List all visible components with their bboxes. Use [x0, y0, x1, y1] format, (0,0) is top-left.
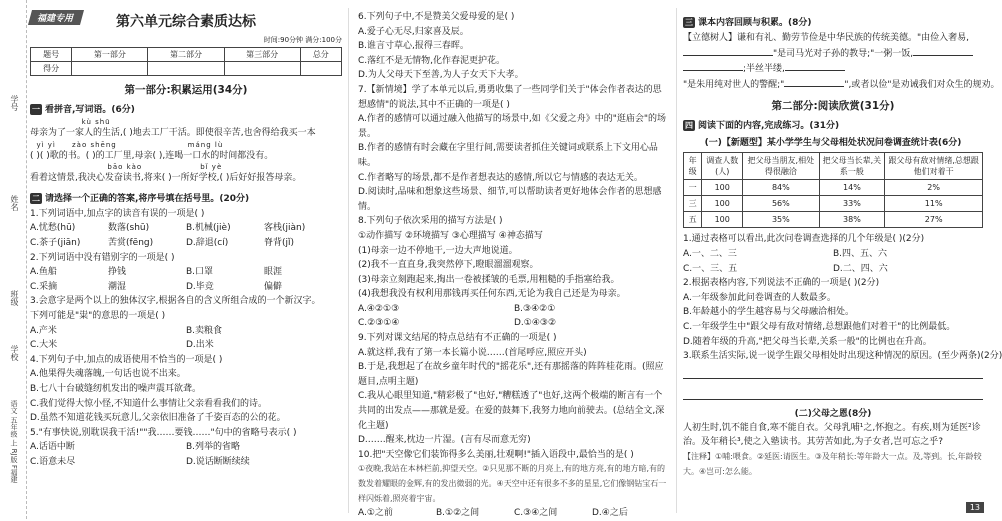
column-divider	[676, 8, 677, 513]
option[interactable]: C.我们觉得大惊小怪,不知道什么事情让父亲看看我们的诗。	[30, 398, 268, 409]
answer-line[interactable]	[683, 385, 983, 400]
table-row	[684, 180, 983, 196]
question-10-options	[358, 506, 670, 521]
score-header: 第二部分	[148, 48, 224, 62]
question-2-stem: 2.下列词语中没有错别字的一项是( )	[30, 252, 175, 263]
section-2-heading	[30, 191, 342, 204]
option-word: 客栈(jiàn)	[264, 223, 306, 234]
option[interactable]: A.鱼船	[30, 267, 57, 278]
option-word: 潮湿	[108, 281, 127, 292]
section-label: 阅读下面的内容,完成练习。(31分)	[698, 121, 840, 132]
fill-blank[interactable]	[683, 61, 743, 71]
part2-heading: 第二部分:阅读欣赏(31分)	[771, 100, 895, 113]
table-cell: 三	[684, 196, 702, 212]
question-5-options	[30, 455, 342, 470]
table-cell: 11%	[885, 196, 983, 212]
option[interactable]: C.③④之间	[514, 508, 558, 519]
option[interactable]: C.语意未尽	[30, 456, 76, 467]
fujian-tag: 福建专用	[28, 10, 84, 25]
binding-label-class: 班级	[10, 290, 19, 306]
table-cell: 五	[684, 212, 702, 228]
pinyin-line: bāo kào bǐ yè	[30, 163, 223, 172]
score-cell[interactable]	[300, 62, 341, 76]
section-3-heading	[683, 15, 983, 28]
binding-label-student-id: 学号	[10, 95, 19, 111]
column-middle	[358, 10, 670, 521]
table-header: 年级	[684, 153, 702, 180]
recall-line	[683, 61, 983, 77]
binding-margin	[0, 0, 27, 519]
question-2-options	[30, 265, 342, 280]
option[interactable]: D.毕竞	[186, 281, 214, 292]
question-3-stem: 下列可能是"粜"的意思的一项是( )	[30, 310, 166, 321]
pinyin-question-line: ( )( )歌的书。( )的工厂里,母亲( ),连喝一口水的时间都没有。	[30, 150, 274, 161]
option[interactable]: B.①②之间	[436, 508, 480, 519]
question-1-options	[30, 221, 342, 236]
question-8-sentence: (3)母亲立刻跑起来,掏出一卷被揉皱的毛票,用粗糙的手指塞给我。	[358, 274, 620, 285]
option[interactable]: A.就这样,我有了第一本长篇小说……(首尾呼应,照应开头)	[358, 347, 587, 358]
reading-question-1-options	[683, 247, 983, 262]
option[interactable]: D.出米	[186, 340, 214, 351]
question-7-stem: 7.【新情境】学了本单元以后,勇勇收集了一些同学们关于"体会作者表达的思想感情"的说法,其中不正确的一项是( )	[358, 84, 662, 110]
table-cell: 38%	[819, 212, 885, 228]
fill-blank[interactable]	[784, 77, 844, 87]
option[interactable]: B.年龄越小的学生越容易与父母融洽相处。	[683, 307, 855, 318]
recall-text: "是司马光对子孙的教导;"一粥一饭,	[773, 48, 914, 59]
score-header: 第一部分	[72, 48, 148, 62]
option[interactable]: D.说话断断续续	[186, 456, 250, 467]
option[interactable]: C.采摘	[30, 281, 58, 292]
recall-text: ",或者以俭"是劝诫我们对众生的规劝。	[844, 79, 1000, 90]
option[interactable]: C.我从心眼里知道,"精彩极了"也好,"糟糕透了"也好,这两个极端的断言有一个共同的出发点——那就是爱。在爱的鼓舞下,我努力地向前驶去。(总结全文,深化主题)	[358, 391, 665, 431]
option[interactable]: B.卖粮食	[186, 325, 223, 336]
option[interactable]: C.一、三、五	[683, 263, 738, 274]
section-number: 二	[32, 193, 40, 203]
question-8-sentence: (4)我想我没有权利用那钱再买任何东西,无论为我自己还是为母亲。	[358, 289, 626, 300]
reading-question-1-stem: 1.通过表格可以看出,此次问卷调查选择的几个年级是( )(2分)	[683, 234, 925, 245]
question-6-stem: 6.下列句子中,不是赞美父爱母爱的是( )	[358, 12, 515, 22]
option[interactable]: B.机械(jiè)	[186, 223, 231, 234]
option[interactable]: D.①④③②	[514, 318, 557, 329]
option[interactable]: C.作者略写的场景,都不是作者想表达的感情,所以它与情感的表达无关。	[358, 172, 643, 183]
question-1-options	[30, 236, 342, 251]
answer-line[interactable]	[683, 364, 983, 379]
reading-question-3-stem: 3.联系生活实际,说一说学生跟父母相处时出现这种情况的原因。(至少两条)(2分)	[683, 351, 1002, 362]
classical-passage: 人初生时,饥不能自食,寒不能自衣。父母乳哺¹之,怀抱之。有疾,则为延医²诊治。及年稍长³,使之入塾读书。其劳苦如此,为子女者,岂可忘之乎?	[683, 422, 981, 448]
option[interactable]: C.大米	[30, 340, 58, 351]
recall-line	[683, 77, 1000, 93]
question-8-stem: 8.下列句子依次采用的描写方法是( )	[358, 216, 503, 227]
option[interactable]: D.④之后	[592, 508, 628, 519]
option[interactable]: A.忧愁(hū)	[30, 223, 76, 234]
section-number: 一	[32, 105, 40, 114]
fill-blank[interactable]	[785, 61, 845, 71]
table-header: 把父母当朋友,相处得很融洽	[743, 153, 819, 180]
question-10-passage: ①夜晚,我站在本林栏前,抑望天空。②只见那不断的月亮上,有的地方亮,有的地方暗,有的数发着耀眼的金辉,有的发出微弱的光。④天空中还有很多不多的星星,它们像钢钻宝石一样闪烁着,照亮着宇宙。	[358, 464, 667, 503]
table-cell: 56%	[743, 196, 819, 212]
option[interactable]: A.产米	[30, 325, 57, 336]
option[interactable]: B.于是,我想起了在故乡童年时代的"摇花乐",还有那摇落的阵阵桂花雨。(照应题目,点明主题)	[358, 362, 664, 387]
table-cell: 84%	[743, 180, 819, 196]
option[interactable]: B.列举的省略	[186, 442, 241, 453]
option[interactable]: C.落红不是无情物,化作春泥更护花。	[358, 55, 506, 66]
question-3-options	[30, 338, 342, 353]
score-label: 得分	[31, 62, 72, 76]
table-header: 调查人数(人)	[702, 153, 743, 180]
page-number: 13	[966, 502, 984, 513]
question-8-options	[358, 302, 670, 317]
table-header: 把父母当长辈,关系一般	[819, 153, 885, 180]
option-word: 脊背(jǐ)	[264, 237, 295, 248]
section-label: 看拼音,写词语。(6分)	[45, 105, 135, 115]
table-cell: 一	[684, 180, 702, 196]
question-1-stem: 1.下列词语中,加点字的读音有误的一项是( )	[30, 208, 205, 219]
score-table	[30, 47, 342, 76]
pinyin-question-line: 看着这情景,我决心发奋读书,将来( )一所好学校,( )后好好报答母亲。	[30, 173, 302, 184]
table-cell: 14%	[819, 180, 885, 196]
option-word: 苦赏(fēng)	[108, 237, 154, 248]
question-4-stem: 4.下列句子中,加点的成语使用不恰当的一项是( )	[30, 354, 223, 365]
binding-label-name: 姓名	[10, 195, 19, 211]
question-2-options	[30, 280, 342, 295]
fill-blank[interactable]	[683, 46, 773, 56]
question-8-methods: ①动作描写 ②环境描写 ③心理描写 ④神态描写	[358, 230, 543, 241]
section-label: 请选择一个正确的答案,将序号填在括号里。(20分)	[45, 193, 250, 204]
fill-blank[interactable]	[913, 46, 973, 56]
question-8-sentence: (1)母亲一边不停地干,一边大声地说道。	[358, 245, 518, 256]
column-right	[683, 10, 1002, 479]
recall-text: "是朱用纯对世人的警醒;"	[683, 79, 785, 90]
section-number: 四	[685, 121, 693, 131]
option[interactable]: B.七八十台破缝纫机发出的噪声震耳欲聋。	[30, 383, 202, 394]
section-number: 三	[685, 18, 693, 27]
option[interactable]: C.②③①④	[358, 318, 400, 329]
pinyin-question-line: 母亲为了一家人的生活,( )地去工厂干活。即使很辛苦,也舍得给我买一本	[30, 128, 316, 138]
option[interactable]: A.①之前	[358, 508, 393, 519]
question-8-sentence: (2)我不一直直身,我突然停下,瞪眼溜溜观察。	[358, 260, 539, 271]
pinyin-line: kù shū	[30, 118, 111, 126]
option-word: 偏僻	[264, 281, 283, 292]
option-word: 挣钱	[108, 267, 127, 278]
option[interactable]: A.话语中断	[30, 442, 75, 453]
passage-notes: 【注释】①哺:喂食。②延医:请医生。③及年稍长:等年龄大一点。及,等到。长,年龄较大。④岂可:怎么能。	[683, 451, 982, 476]
option[interactable]: D.……醒来,枕边一片湿。(言有尽而意无穷)	[358, 435, 531, 446]
score-header: 题号	[31, 48, 72, 62]
question-3-options	[30, 324, 342, 339]
reading-question-1-options	[683, 262, 983, 277]
option[interactable]: A.一、二、三	[683, 248, 737, 259]
option[interactable]: D.虽然不知道花钱买玩意儿,父亲依旧准备了千姿百态的公的花。	[30, 413, 286, 424]
binding-label-school: 学校	[10, 345, 19, 361]
question-9-stem: 9.下列对课文结尾的特点总结有不正确的一项是( )	[358, 333, 557, 344]
table-cell: 100	[702, 180, 743, 196]
recall-line	[683, 46, 983, 62]
question-3-stem: 3.会意字是两个以上的独体汉字,根据各自的含义所组合成的一个新汉字。	[30, 296, 321, 307]
option[interactable]: B.作者的感情有时会藏在字里行间,需要读者抓住关键词或联系上下文用心品味。	[358, 143, 658, 168]
section-4-heading	[683, 118, 983, 131]
table-cell: 33%	[819, 196, 885, 212]
option[interactable]: C.茶子(jiān)	[30, 237, 81, 248]
option[interactable]: B.口罩	[186, 267, 214, 278]
recall-line	[683, 31, 983, 46]
option[interactable]: A.作者的感情可以通过融入他描写的场景中,如《父爱之舟》中的"逛庙会"的场景。	[358, 114, 667, 139]
score-cell[interactable]	[72, 62, 148, 76]
question-5-stem: 5."有事快说,别耽误我干活!""我……要钱……"句中的省略号表示( )	[30, 427, 297, 438]
option[interactable]: A.爱子心无尽,归家喜及辰。	[358, 26, 469, 37]
score-cell[interactable]	[224, 62, 300, 76]
section-label: 课本内容回顾与积累。(8分)	[698, 18, 812, 28]
question-5-options	[30, 440, 342, 455]
recall-text: 【立德树人】谦和有礼、勤劳节俭是中华民族的传统美德。"由俭入奢易,	[683, 33, 970, 43]
option-word: 眼涯	[264, 267, 283, 278]
option[interactable]: B.③④②①	[514, 303, 556, 314]
option[interactable]: A.他果得失魂落魄,一句话也说不出来。	[30, 369, 186, 380]
part1-heading: 第一部分:积累运用(34分)	[124, 84, 248, 96]
survey-table	[683, 152, 983, 228]
option[interactable]: A.④②①③	[358, 303, 400, 314]
column-left	[30, 10, 342, 469]
option[interactable]: A.一年级参加此问卷调查的人数最多。	[683, 292, 836, 303]
pinyin-line: yì yì zào shēng máng lù	[30, 140, 224, 149]
table-cell: 2%	[885, 180, 983, 196]
section-1-heading	[30, 102, 342, 115]
recall-text: ;半丝半缕,	[743, 64, 785, 75]
score-header: 第三部分	[224, 48, 300, 62]
page-title: 第六单元综合素质达标	[116, 14, 256, 30]
column-divider	[348, 8, 349, 513]
score-cell[interactable]	[148, 62, 224, 76]
table-cell: 100	[702, 212, 743, 228]
time-score-info: 时间:90分钟 满分:100分	[263, 36, 342, 44]
table-header: 跟父母有敌对情绪,总想跟他们对着干	[885, 153, 983, 180]
reading-question-2-stem: 2.根据表格内容,下列说法不正确的一项是( )(2分)	[683, 278, 880, 289]
option-word: 数落(shū)	[108, 223, 150, 234]
option[interactable]: D.二、四、六	[833, 263, 888, 274]
option[interactable]: B.谁言寸草心,报得三春晖。	[358, 41, 469, 52]
option[interactable]: B.四、五、六	[833, 248, 888, 259]
binding-book-info: 语文 五年级 上 RJ版 F福建	[10, 400, 18, 483]
option[interactable]: D.为人父母天下至善,为人子女天下大孝。	[358, 70, 524, 81]
table-row	[684, 212, 983, 228]
score-header: 总分	[300, 48, 341, 62]
option[interactable]: C.一年级学生中"跟父母有敌对情绪,总想跟他们对着干"的比例最低。	[683, 321, 956, 332]
question-10-stem: 10.把"天空像它们装饰得多么美丽,壮观啊!"插入语段中,最恰当的是( )	[358, 449, 634, 460]
option[interactable]: D.随着年级的升高,"把父母当长辈,关系一般"的比例也在升高。	[683, 336, 932, 347]
table-cell: 35%	[743, 212, 819, 228]
option[interactable]: D.阅读时,品味和想象这些场景、细节,可以帮助读者更好地体会作者的思想感情。	[358, 187, 662, 212]
table-row	[684, 196, 983, 212]
table-cell: 100	[702, 196, 743, 212]
table-cell: 27%	[885, 212, 983, 228]
subsection-2-title: (二)父母之恩(8分)	[794, 408, 872, 419]
subsection-1-title: (一)【新题型】某小学学生与父母相处状况问卷调查统计表(6分)	[704, 138, 962, 149]
option[interactable]: D.辞退(cí)	[186, 237, 229, 248]
question-8-options	[358, 316, 670, 331]
